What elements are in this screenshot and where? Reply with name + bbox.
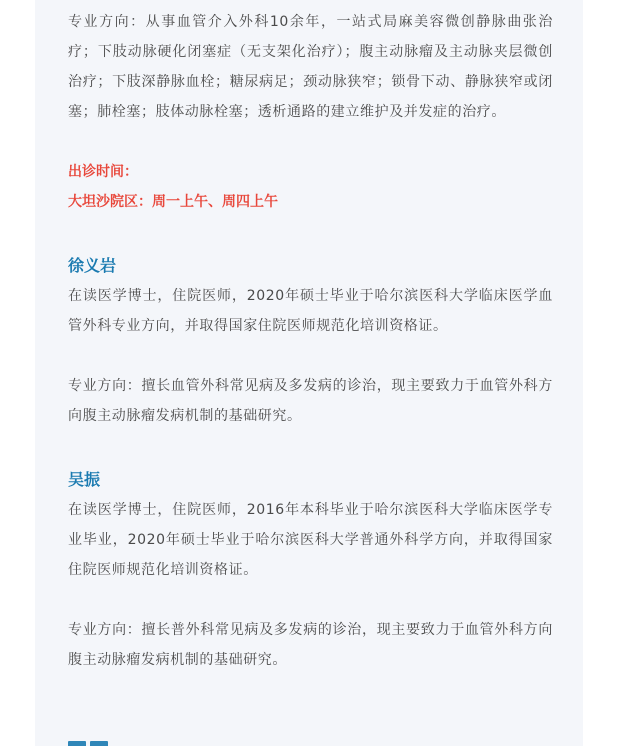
doctor-specialty: 专业方向：擅长普外科常见病及多发病的诊治，现主要致力于血管外科方向腹主动脉瘤发病机制的基础研究。: [68, 622, 553, 668]
next-doctor-name-cropped: [68, 736, 116, 746]
doctor-bio: 在读医学博士，住院医师，2020年硕士毕业于哈尔滨医科大学临床医学血管外科专业方向，并取得国家住院医师规范化培训资格证。: [68, 288, 553, 334]
clinic-time: 大坦沙院区：周一上午、周四上午: [68, 194, 278, 210]
doctor-name: 徐义岩: [68, 256, 117, 275]
doctor-bio: 在读医学博士，住院医师，2016年本科毕业于哈尔滨医科大学临床医学专业毕业，2020年硕士毕业于哈尔滨医科大学普通外科学方向，并取得国家住院医师规范化培训资格证。: [68, 502, 553, 578]
article-card: [35, 0, 583, 746]
clinic-label: 出诊时间：: [68, 164, 138, 180]
article-content: [68, 0, 553, 675]
doctor-name: 吴振: [68, 470, 101, 489]
doctor-specialty: 专业方向：擅长血管外科常见病及多发病的诊治，现主要致力于血管外科方向腹主动脉瘤发病机制的基础研究。: [68, 378, 553, 424]
intro-specialty: 专业方向：从事血管介入外科10余年，一站式局麻美容微创静脉曲张治疗；下肢动脉硬化闭塞症（无支架化治疗）；腹主动脉瘤及主动脉夹层微创治疗；下肢深静脉血栓；糖尿病足；颈动脉狭窄；锁骨下动、静脉狭窄或闭塞；肺栓塞；肢体动脉栓塞；透析通路的建立维护及并发症的治疗。: [68, 14, 553, 120]
